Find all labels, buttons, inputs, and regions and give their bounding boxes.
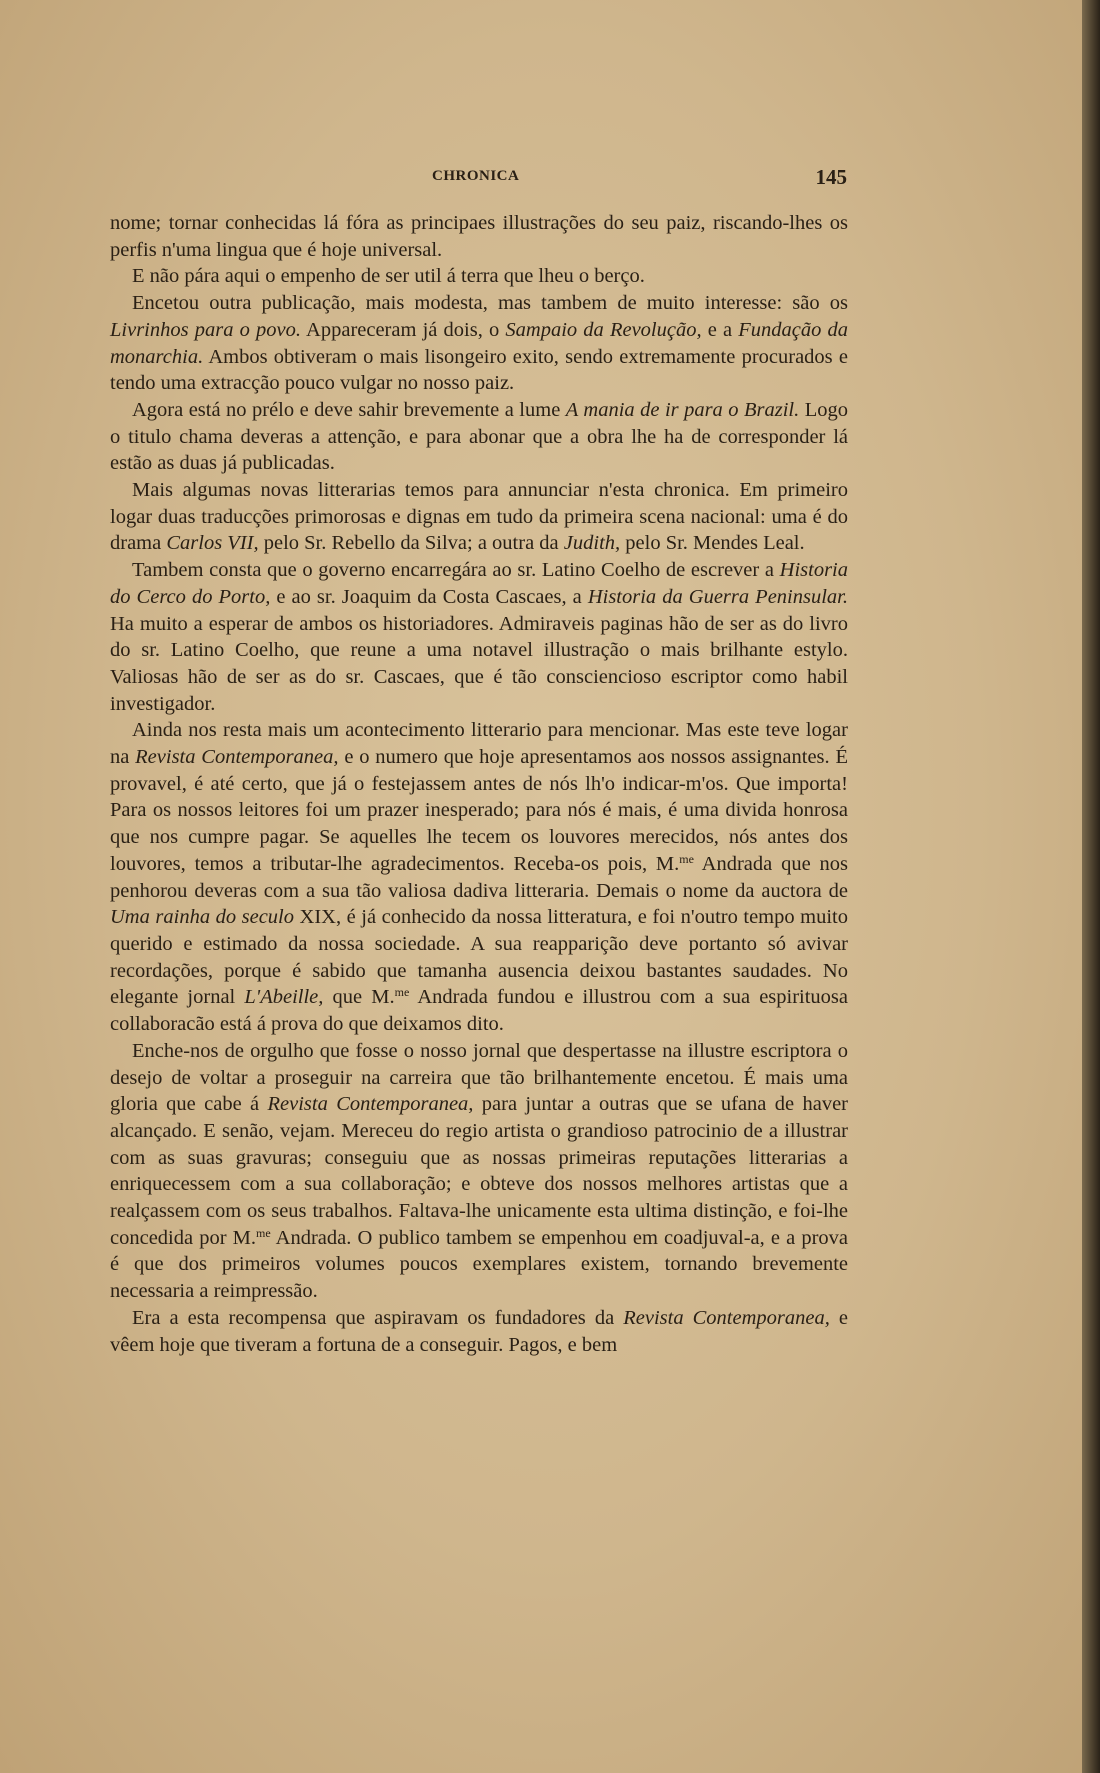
text-run: Appareceram já dois, o	[301, 318, 506, 341]
text-run: E não pára aqui o empenho de ser util á terra que lheu o berço.	[132, 265, 645, 288]
italic-title: Revista Contemporanea,	[135, 746, 339, 769]
text-run: nome; tornar conhecidas lá fóra as principaes illustrações do seu paiz, riscando-lhes os perfis n'uma lingua que é hoje universal.	[110, 212, 848, 261]
paragraph	[110, 1038, 848, 1305]
italic-title: Historia do Cerco do Porto,	[110, 559, 848, 608]
italic-title: A mania de ir para o Brazil.	[565, 398, 800, 421]
text-run: Enche-nos de orgulho que fosse o nosso jornal que despertasse na illustre escriptora o desejo de voltar a proseguir na carreira que tão brilhantemente encetou. É mais uma gloria que cabe á	[110, 1039, 848, 1116]
paragraph	[110, 263, 848, 290]
text-run: Andrada fundou e illustrou com a sua espirituosa collaboracão está á prova do que deixamos dito.	[110, 986, 849, 1036]
italic-title: Uma rainha do seculo	[110, 906, 295, 929]
text-run: que M.	[323, 986, 395, 1009]
paragraph	[110, 397, 848, 477]
superscript: me	[679, 851, 694, 866]
paragraph	[110, 210, 848, 263]
text-run: e vêem hoje que tiveram a fortuna de a conseguir. Pagos, e bem	[110, 1306, 848, 1356]
italic-title: Fundação da monarchia.	[110, 318, 849, 368]
text-run: Tambem consta que o governo encarregára ao sr. Latino Coelho de escrever a	[132, 559, 780, 582]
text-run: Ainda nos resta mais um acontecimento litterario para mencionar. Mas este teve logar na	[110, 719, 848, 769]
running-title: CHRONICA	[432, 168, 520, 184]
paragraph	[110, 717, 848, 1037]
italic-title: Revista Contemporanea,	[623, 1306, 830, 1329]
italic-title: L'Abeille,	[244, 986, 324, 1009]
italic-title: Revista Contemporanea,	[267, 1093, 474, 1116]
text-run: pelo Sr. Rebello da Silva; a outra da	[258, 532, 564, 555]
paragraph	[110, 290, 848, 397]
text-run: Era a esta recompensa que aspiravam os fundadores da	[132, 1306, 624, 1329]
text-run: Mais algumas novas litterarias temos para annunciar n'esta chronica. Em primeiro logar duas traducções primorosas e dignas em tudo da primeira scena nacional: uma é do drama	[110, 479, 848, 555]
italic-title: Carlos VII,	[166, 532, 259, 555]
body-text	[110, 210, 848, 1358]
text-run: Logo o titulo chama deveras a attenção, e para abonar que a obra lhe ha de corresponder lá estão as duas já publicadas.	[110, 398, 848, 475]
text-run: Encetou outra publicação, mais modesta, mas tambem de muito interesse: são os	[132, 292, 848, 315]
page-header	[112, 165, 847, 192]
superscript: me	[394, 985, 410, 1000]
page-edge-shadow	[1082, 0, 1100, 1773]
paragraph	[110, 477, 848, 557]
text-run: Andrada. O publico tambem se empenhou em coadjuval-a, e a prova é que dos primeiros volumes poucos exemplares existem, tornando brevemente necessaria a reimpressão.	[110, 1226, 848, 1303]
text-run: Andrada que nos penhorou deveras com a sua tão valiosa dadiva litteraria. Demais o nome da auctora de	[110, 852, 849, 902]
italic-title: Sampaio da Revolução,	[505, 318, 702, 341]
page-number: 145	[815, 165, 847, 189]
italic-title: Livrinhos para o povo.	[110, 318, 302, 341]
text-run: para juntar a outras que se ufana de haver alcançado. E senão, vejam. Mereceu do regio artista o grandioso patrocinio de a illustrar com as suas gravuras; conseguiu que as nossas primeiras reputações litterarias a enriquecessem com a sua collaboração; e obteve dos nossos melhores artistas que a realçassem com os seus trabalhos. Faltava-lhe unicamente esta ultima distinção, e foi-lhe concedida por M.	[110, 1093, 848, 1249]
paragraph	[110, 557, 848, 717]
paragraph	[110, 1305, 848, 1358]
italic-title: Historia da Guerra Peninsular.	[587, 585, 848, 608]
text-run: Ha muito a esperar de ambos os historiadores. Admiraveis paginas hão de ser as do livro do sr. Latino Coelho, que reune a uma notavel illustração o mais brilhante estylo. Valiosas hão de ser as do sr. Cascaes, que é tão consciencioso escriptor como habil investigador.	[110, 612, 848, 715]
text-run: Agora está no prélo e deve sahir brevemente a lume	[132, 398, 566, 421]
superscript: me	[256, 1225, 271, 1240]
text-run: e ao sr. Joaquim da Costa Cascaes, a	[270, 585, 588, 608]
text-run: e o numero que hoje apresentamos aos nossos assignantes. É provavel, é até certo, que já o festejassem antes de nós lh'o indicar-m'os. Que importa! Para os nossos leitores foi um prazer inesperado; para nós é mais, é uma divida honrosa que nos cumpre pagar. Se aquelles lhe tecem os louvores merecidos, nós antes dos louvores, temos a tributar-lhe agradecimentos. Receba-os pois, M.	[110, 746, 848, 875]
text-run: e a	[701, 318, 739, 341]
text-run: Ambos obtiveram o mais lisongeiro exito, sendo extremamente procurados e tendo uma extracção pouco vulgar no nosso paiz.	[110, 345, 848, 395]
italic-title: Judith,	[563, 532, 621, 555]
text-run: XIX, é já conhecido da nossa litteratura, e foi n'outro tempo muito querido e estimado da nossa sociedade. A sua reapparição deve portanto só avivar recordações, porque é sabido que tamanha ausencia deixou bastantes saudades. No elegante jornal	[110, 906, 848, 1009]
text-run: pelo Sr. Mendes Leal.	[620, 532, 805, 555]
